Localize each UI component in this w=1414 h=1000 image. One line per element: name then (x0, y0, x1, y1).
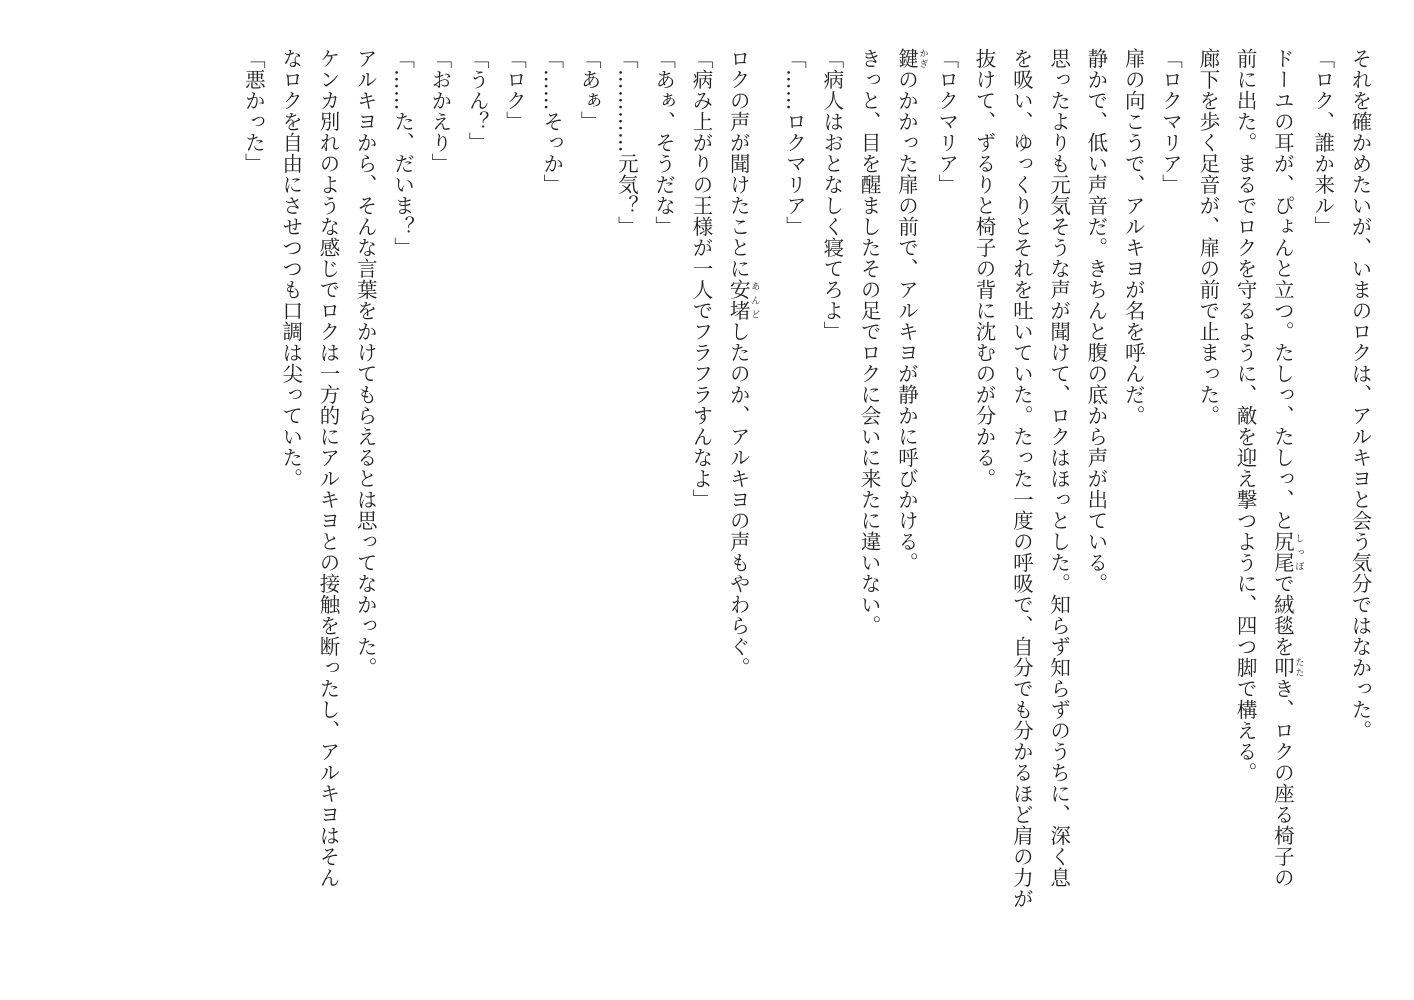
text-line: アルキヨから、そんな言葉をかけてもらえるとは思ってなかった。 (353, 48, 378, 678)
text-line: 「ロクマリア」 (934, 48, 959, 195)
text-line: 「……そっか」 (539, 48, 564, 195)
text-line: 「ロク」 (502, 48, 527, 132)
text-line: 「うん？」 (465, 48, 490, 153)
text-line: 「…………元気？」 (614, 48, 639, 237)
text-line: ケンカ別れのような感じでロクは一方的にアルキヨとの接触を断ったし、アルキヨはそん (315, 48, 340, 888)
text-line: 扉の向こうで、アルキヨが名を呼んだ。 (1121, 48, 1146, 426)
text-line: 「ロク、誰か来ル」 (1310, 48, 1335, 237)
text-line: きっと、目を醒ましたその足でロクに会いに来たに違いない。 (857, 48, 882, 636)
text-line: 「あぁ、そうだな」 (651, 48, 676, 237)
vertical-text-body (234, 48, 1378, 978)
text-line: 鍵 かぎのかかった扉の前で、アルキヨが静かに呼びかける。 (894, 48, 928, 573)
text-line: 「病み上がりの王様が一人でフラフラすんなよ」 (688, 48, 713, 510)
text-line: 「あぁ」 (577, 48, 602, 132)
text-line: 「……ロクマリア」 (782, 48, 807, 237)
text-line: 思ったよりも元気そうな声が聞けて、ロクはほっとした。知らず知らずのうちに、深く息 (1046, 48, 1071, 888)
text-line: を吸い、ゆっくりとそれを吐いていた。たった一度の呼吸で、自分でも分かるほど肩の力が (1009, 48, 1034, 909)
text-line: それを確かめたいが、いまのロクは、アルキヨと会う気分ではなかった。 (1348, 48, 1372, 741)
text-line: 「ロクマリア」 (1158, 48, 1183, 195)
text-line: 「……た、だいま？」 (390, 48, 415, 258)
text-line: ドーユの耳が、ぴょんと立つ。たしっ、たしっ、と尻尾 しっぽで絨毯を叩 たたき、ロクの座る椅子の (1270, 48, 1304, 888)
text-line: 抜けて、ずるりと椅子の背に沈むのが分かる。 (972, 48, 997, 489)
text-line: 「おかえり」 (427, 48, 452, 174)
text-line: なロクを自由にさせつつも口調は尖っていた。 (278, 48, 303, 489)
text-line: 前に出た。まるでロクを守るように、敵を迎え撃つように、四つ脚で構える。 (1233, 48, 1258, 783)
text-line: 「病人はおとなしく寝てろよ」 (819, 48, 844, 342)
text-line: 静かで、低い声音だ。きちんと腹の底から声が出ている。 (1083, 48, 1108, 594)
text-line: ロクの声が聞けたことに安堵 あんどしたのか、アルキヨの声もやわらぐ。 (726, 48, 760, 678)
text-line: 廊下を歩く足音が、扉の前で止まった。 (1195, 48, 1220, 426)
text-line: 「悪かった」 (241, 48, 266, 174)
